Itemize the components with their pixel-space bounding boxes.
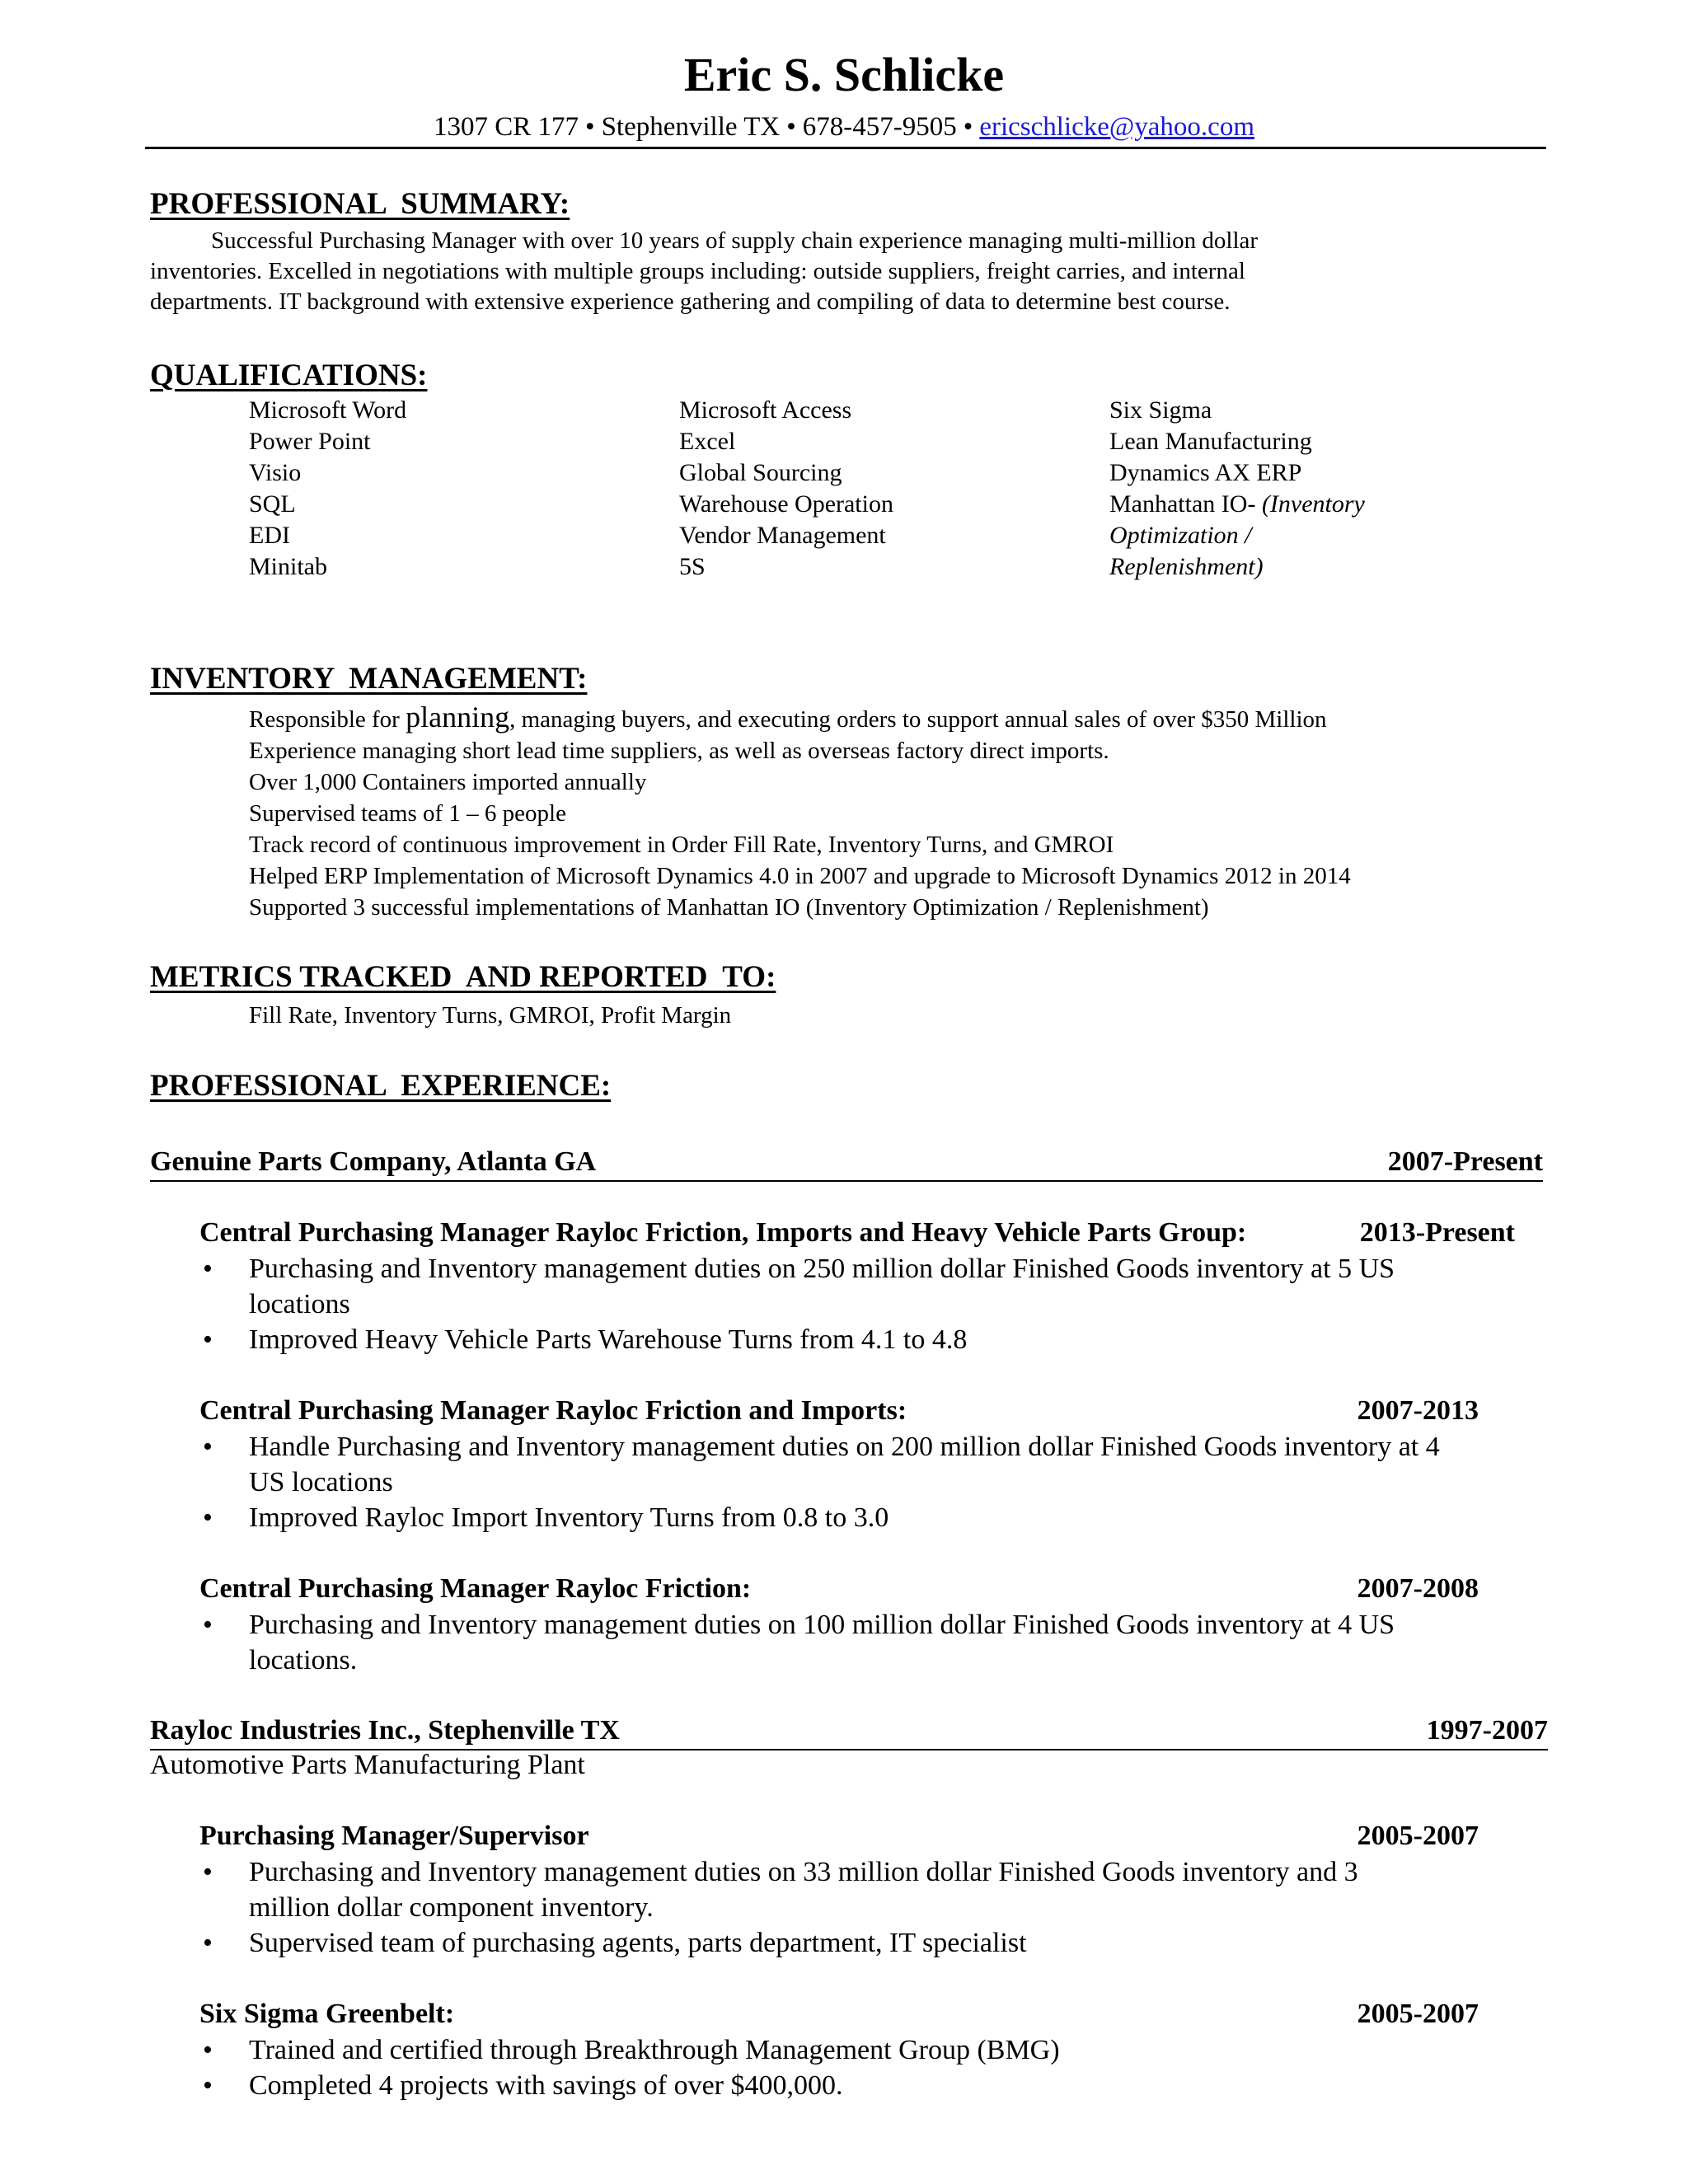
role-title: Purchasing Manager/Supervisor <box>199 1821 589 1851</box>
role-heading <box>199 1818 1479 1854</box>
bullet-icon: • <box>203 2070 213 2101</box>
bullet-icon: • <box>203 1324 213 1355</box>
qualification-item: Microsoft Access <box>679 396 852 424</box>
qualification-label: Manhattan IO- <box>1109 490 1262 518</box>
bullet-separator: • <box>963 112 973 142</box>
bullet-text: Purchasing and Inventory management duties on 33 million dollar Finished Goods inventory and 3 <box>249 1857 1358 1887</box>
qualification-item: Vendor Management <box>679 522 886 549</box>
summary-heading: PROFESSIONAL SUMMARY: <box>150 187 570 221</box>
qualification-item: Visio <box>249 459 302 486</box>
role-title: Six Sigma Greenbelt: <box>199 1999 455 2029</box>
qualification-item: Dynamics AX ERP <box>1109 459 1302 486</box>
qualification-item: Microsoft Word <box>249 396 407 424</box>
bullet-icon: • <box>203 1254 213 1284</box>
role-bullet-list <box>199 1429 1551 1535</box>
bullet-item <box>199 1322 1551 1357</box>
bullet-text: Completed 4 projects with savings of over $400,000. <box>249 2070 843 2101</box>
bullet-icon: • <box>203 2035 213 2065</box>
inventory-line <box>249 701 1351 735</box>
company-rayloc <box>150 1713 1548 1750</box>
qualification-note: Optimization / <box>1109 522 1252 549</box>
qualifications-column-1 <box>249 395 406 583</box>
role-title: Central Purchasing Manager Rayloc Friction and Imports: <box>199 1395 907 1426</box>
bullet-text: Purchasing and Inventory management duties on 250 million dollar Finished Goods inventory at 5 US <box>249 1254 1395 1284</box>
bullet-separator: • <box>786 112 796 142</box>
bullet-text: Improved Rayloc Import Inventory Turns from 0.8 to 3.0 <box>249 1502 889 1533</box>
role-dates: 2013-Present <box>1359 1217 1515 1248</box>
role-heading <box>199 1215 1515 1251</box>
inventory-line: Supervised teams of 1 – 6 people <box>249 800 566 827</box>
role-title: Central Purchasing Manager Rayloc Friction, Imports and Heavy Vehicle Parts Group: <box>199 1217 1247 1248</box>
company-subtitle: Automotive Parts Manufacturing Plant <box>150 1750 585 1780</box>
qualification-note: (Inventory <box>1261 490 1365 518</box>
bullet-item <box>199 1925 1551 1961</box>
phone: 678-457-9505 <box>802 112 957 142</box>
company-name: Genuine Parts Company, Atlanta GA <box>150 1146 597 1177</box>
inventory-line: Supported 3 successful implementations of Manhattan IO (Inventory Optimization / Replenishment) <box>249 894 1209 921</box>
inventory-line: Experience managing short lead time suppliers, as well as overseas factory direct imports. <box>249 738 1109 764</box>
bullet-separator: • <box>585 112 595 142</box>
experience-heading: PROFESSIONAL EXPERIENCE: <box>150 1069 612 1103</box>
inventory-line: Helped ERP Implementation of Microsoft Dynamics 4.0 in 2007 and upgrade to Microsoft Dynamics 2012 in 2014 <box>249 863 1351 889</box>
qualification-item: Power Point <box>249 428 371 455</box>
metrics-heading: METRICS TRACKED AND REPORTED TO: <box>150 960 776 994</box>
inventory-line: Track record of continuous improvement in Order Fill Rate, Inventory Turns, and GMROI <box>249 832 1114 858</box>
bullet-item <box>199 1429 1551 1500</box>
role-bullet-list <box>199 1854 1551 1961</box>
role-dates: 2007-2008 <box>1357 1573 1479 1604</box>
header-divider <box>145 147 1546 149</box>
inventory-line-suffix: , managing buyers, and executing orders to support annual sales of over $350 Million <box>509 706 1327 733</box>
qualification-note: Replenishment) <box>1109 553 1264 580</box>
bullet-text: million dollar component inventory. <box>249 1892 654 1923</box>
qualification-item: Global Sourcing <box>679 459 842 486</box>
bullet-item <box>199 1251 1551 1322</box>
bullet-text: US locations <box>249 1467 393 1497</box>
role-bullet-list <box>199 1251 1551 1357</box>
bullet-icon: • <box>203 1857 213 1887</box>
role-bullet-list <box>199 1607 1551 1678</box>
qualification-item: Lean Manufacturing <box>1109 428 1312 455</box>
qualification-item: Six Sigma <box>1109 396 1212 424</box>
company-dates: 1997-2007 <box>1426 1715 1548 1746</box>
inventory-heading: INVENTORY MANAGEMENT: <box>150 662 588 696</box>
contact-line <box>0 107 1688 147</box>
metrics-text: Fill Rate, Inventory Turns, GMROI, Profit Margin <box>249 1002 732 1029</box>
bullet-text: Supervised team of purchasing agents, parts department, IT specialist <box>249 1928 1027 1958</box>
summary-paragraph <box>150 226 1436 317</box>
qualifications-column-2 <box>679 395 893 583</box>
bullet-icon: • <box>203 1502 213 1533</box>
qualification-item: EDI <box>249 522 290 549</box>
bullet-icon: • <box>203 1432 213 1462</box>
summary-line: inventories. Excelled in negotiations with multiple groups including: outside suppliers, freight carries, and internal <box>150 258 1245 284</box>
summary-line: departments. IT background with extensive experience gathering and compiling of data to determine best course. <box>150 288 1231 315</box>
role-heading <box>199 1393 1479 1429</box>
bullet-text: Trained and certified through Breakthrough Management Group (BMG) <box>249 2035 1060 2065</box>
inventory-list <box>249 701 1351 923</box>
role-dates: 2005-2007 <box>1357 1999 1479 2029</box>
bullet-text: Improved Heavy Vehicle Parts Warehouse Turns from 4.1 to 4.8 <box>249 1324 968 1355</box>
summary-line: Successful Purchasing Manager with over 10 years of supply chain experience managing multi-million dollar <box>211 227 1259 254</box>
bullet-item <box>199 2032 1551 2068</box>
address: 1307 CR 177 <box>433 112 579 142</box>
company-dates: 2007-Present <box>1387 1146 1543 1177</box>
bullet-item <box>199 2068 1551 2103</box>
role-title: Central Purchasing Manager Rayloc Friction: <box>199 1573 752 1604</box>
email-link[interactable]: ericschlicke@yahoo.com <box>979 112 1254 142</box>
role-heading <box>199 1571 1479 1607</box>
company-name: Rayloc Industries Inc., Stephenville TX <box>150 1715 620 1746</box>
bullet-text: Purchasing and Inventory management duties on 100 million dollar Finished Goods inventory at 4 US <box>249 1610 1395 1640</box>
qualification-item: Warehouse Operation <box>679 490 893 518</box>
company-genuine-parts <box>150 1144 1543 1182</box>
qualifications-heading: QUALIFICATIONS: <box>150 359 428 392</box>
inventory-line-emphasis: planning <box>406 701 510 733</box>
bullet-item <box>199 1854 1551 1925</box>
role-dates: 2005-2007 <box>1357 1821 1479 1851</box>
bullet-item <box>199 1500 1551 1535</box>
bullet-text: locations <box>249 1289 350 1319</box>
qualification-item: 5S <box>679 553 706 580</box>
role-dates: 2007-2013 <box>1357 1395 1479 1426</box>
bullet-icon: • <box>203 1610 213 1640</box>
inventory-line-prefix: Responsible for <box>249 706 406 733</box>
role-bullet-list <box>199 2032 1551 2103</box>
bullet-icon: • <box>203 1928 213 1958</box>
role-heading <box>199 1996 1479 2032</box>
qualification-item: SQL <box>249 490 296 518</box>
qualification-item: Minitab <box>249 553 327 580</box>
candidate-name: Eric S. Schlicke <box>683 48 1005 101</box>
bullet-text: locations. <box>249 1645 358 1675</box>
bullet-text: Handle Purchasing and Inventory management duties on 200 million dollar Finished Goods inventory at 4 <box>249 1432 1440 1462</box>
bullet-item <box>199 1607 1551 1678</box>
qualifications-column-3 <box>1109 395 1365 583</box>
qualification-item <box>1109 489 1365 520</box>
city: Stephenville TX <box>601 112 781 142</box>
qualification-item: Excel <box>679 428 736 455</box>
inventory-line: Over 1,000 Containers imported annually <box>249 769 647 795</box>
